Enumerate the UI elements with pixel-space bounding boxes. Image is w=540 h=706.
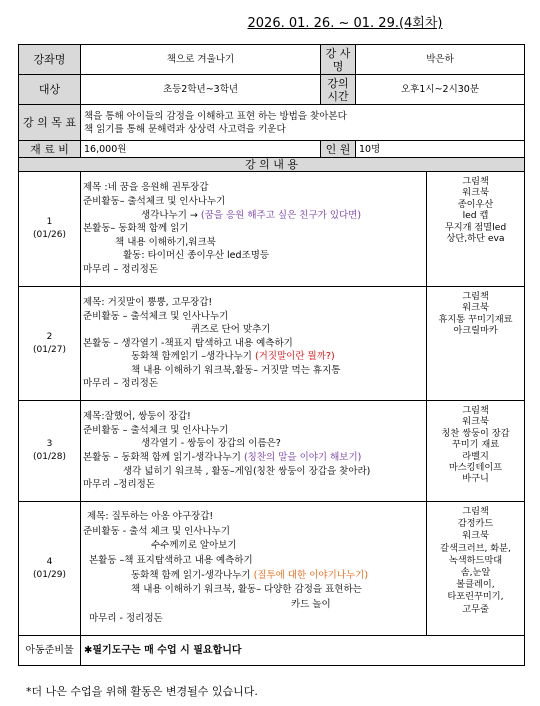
material-item: 워크북 — [462, 530, 489, 542]
material-item: 워크북 — [462, 416, 489, 428]
goal-label: 강 의 목 표 — [19, 105, 81, 141]
prep-row — [19, 636, 525, 666]
course-label: 강좌명 — [19, 45, 81, 75]
activity-text: 본활동 – 동화책 함께 읽기-생각나누기 — [83, 452, 244, 463]
activity-line — [83, 569, 424, 584]
activity-line: 준비활동 - 출석 체크 및 인사나누기 — [83, 525, 231, 537]
session-date: (01/27) — [33, 344, 66, 355]
instructor-label: 강 사 명 — [321, 45, 356, 75]
activity-line: 준비활동 – 출석체크 및 인사나누기 — [83, 424, 229, 436]
activity-line: 본활동 –책 표지탐색하고 내용 예측하기 — [89, 554, 253, 566]
activity-line: 마무리 - 정리정돈 — [89, 613, 163, 625]
material-item: 그림책 — [462, 405, 489, 416]
session-date: (01/29) — [33, 569, 66, 580]
activity-line: 준비활동 – 출석체크 및 인사나누기 — [83, 310, 229, 322]
session-row — [19, 502, 525, 636]
activity-highlight: (꿈을 응원 해주고 싶은 친구가 있다면) — [200, 209, 362, 221]
session-row — [19, 287, 525, 401]
material-item: 라벨지 — [462, 450, 489, 462]
material-item: led 캡 — [462, 210, 489, 222]
target-value: 초등2학년~3학년 — [81, 75, 321, 105]
activity-highlight: (거짓말이란 뭘까?) — [254, 351, 335, 363]
session-materials — [427, 401, 525, 502]
session-no: 1 — [46, 217, 53, 227]
course-row — [19, 45, 525, 75]
material-item: 종이우산 — [457, 198, 494, 210]
material-item: 고무줄 — [462, 603, 489, 615]
activity-line — [83, 209, 424, 223]
material-item: 워크북 — [462, 187, 489, 199]
material-item: 그림책 — [462, 291, 489, 302]
session-activities — [81, 172, 427, 287]
fee-value: 16,000원 — [81, 141, 321, 158]
material-item: 그림책 — [462, 176, 489, 187]
activity-line: 활동: 타이머신 종이우산 led조명등 — [123, 250, 270, 262]
activity-highlight: (질투에 대한 이야기나누기) — [253, 569, 369, 581]
activity-line: 생각열기 - 쌍둥이 장갑의 이름은? — [141, 438, 281, 450]
session-number — [19, 172, 81, 287]
activity-highlight: (칭찬의 말을 이야기 해보기) — [243, 452, 362, 463]
content-header-row — [19, 158, 525, 172]
activity-line: 퀴즈로 단어 맞추기 — [191, 324, 271, 336]
material-item: 감정카드 — [457, 518, 494, 530]
material-item: 녹색하드막대 — [448, 554, 503, 566]
material-item: 갈색크러브, 화분, — [440, 542, 511, 554]
capacity-value: 10명 — [356, 141, 525, 158]
activity-line: 생각 넓히기 워크북 , 활동–게임(칭찬 쌍둥이 장갑을 찾아라) — [123, 465, 371, 477]
session-title: 제목: 거짓말이 뿡뿡, 고무장갑! — [83, 296, 213, 308]
session-row — [19, 401, 525, 502]
date-range-header — [0, 12, 540, 31]
session-no: 4 — [46, 556, 53, 567]
session-date: (01/28) — [33, 452, 66, 462]
material-item: 무지개 점멸led — [444, 221, 507, 233]
time-label: 강의시간 — [321, 75, 356, 105]
session-title: 제목 :네 꿈을 응원해 권투장갑 — [83, 182, 209, 194]
activity-text: 동화책 함께읽기 –생각나누기 — [131, 351, 255, 363]
session-number — [19, 287, 81, 401]
session-title: 제목: 질투하는 아옹 야구장갑! — [87, 511, 214, 523]
activity-text: 동화책 함께 읽기-생각나누기 — [131, 569, 254, 581]
target-label: 대상 — [19, 75, 81, 105]
material-item: 꾸미기 재료 — [451, 439, 500, 451]
material-item: 아크릴마카 — [453, 325, 498, 337]
material-item: 칭찬 쌍둥이 장갑 — [441, 427, 510, 439]
activity-text: 생각나누기 → — [141, 209, 201, 221]
goal-value — [81, 105, 525, 141]
session-activities — [81, 502, 427, 636]
time-value: 오후1시~2시30분 — [356, 75, 525, 105]
session-activities — [81, 401, 427, 502]
session-activities — [81, 287, 427, 401]
session-title: 제목:잘했어, 쌍둥이 장갑! — [83, 411, 191, 423]
activity-line: 수수께끼로 알아보기 — [151, 540, 237, 552]
activity-line: 책 내용 이해하기,워크북 — [115, 236, 216, 248]
material-item: 워크북 — [462, 302, 489, 314]
activity-line: 책 내용 이해하기 워크북,활동– 거짓말 먹는 휴지통 — [131, 364, 341, 376]
prep-value: ✱필기도구는 매 수업 시 필요합니다 — [81, 636, 525, 666]
session-number — [19, 502, 81, 636]
activity-line: 마무리 – 정리정돈 — [83, 378, 159, 390]
goal-line-1: 책을 통해 아이들의 감정을 이해하고 표현 하는 방법을 찾아본다 — [84, 110, 347, 122]
activity-line: 본활동 – 생각열기 -책표지 탐색하고 내용 예측하기 — [83, 337, 293, 349]
activity-line: 본활동– 동화책 함께 읽기 — [83, 223, 189, 235]
instructor-value: 박은하 — [356, 45, 525, 75]
session-materials — [427, 172, 525, 287]
material-item: 그림책 — [462, 506, 489, 517]
session-number — [19, 401, 81, 502]
capacity-label: 인 원 — [321, 141, 356, 158]
goal-line-2: 책 읽기를 통해 문해력과 상상력 사고력을 키운다 — [84, 123, 286, 135]
activity-line: 준비활동– 출석체크 및 인사나누기 — [83, 196, 226, 208]
activity-line — [83, 350, 424, 364]
activity-line: 카드 놀이 — [291, 598, 331, 610]
activity-line: 마무리 – 정리정돈 — [83, 263, 159, 275]
material-item: 휴지통 꾸미기재료 — [438, 313, 513, 325]
lesson-plan-table — [18, 44, 525, 666]
fee-label: 재 료 비 — [19, 141, 81, 158]
material-item: 볼클레이, — [456, 579, 495, 591]
session-date: (01/26) — [33, 230, 66, 240]
session-materials — [427, 287, 525, 401]
content-header: 강 의 내 용 — [19, 158, 525, 172]
session-row — [19, 172, 525, 287]
activity-line: 마무리 –정리정돈 — [83, 479, 156, 491]
activity-line — [83, 451, 424, 465]
date-range: 2026. 01. 26. ~ 01. 29.(4회차) — [247, 16, 443, 31]
session-materials — [427, 502, 525, 636]
target-row — [19, 75, 525, 105]
fee-row — [19, 141, 525, 158]
activity-line: 책 내용 이해하기 워크북, 활동– 다양한 감정을 표현하는 — [131, 584, 362, 596]
material-item: 상단,하단 eva — [446, 233, 505, 245]
footnote: *더 나은 수업을 위해 활동은 변경될수 있습니다. — [26, 685, 258, 698]
course-value: 책으로 겨울나기 — [81, 45, 321, 75]
prep-label: 아동준비물 — [19, 636, 81, 666]
session-no: 3 — [46, 439, 53, 449]
material-item: 솜,눈알 — [460, 567, 491, 579]
material-item: 바구니 — [462, 473, 489, 485]
material-item: 타포린꾸미기, — [447, 591, 504, 603]
material-item: 마스킹테이프 — [448, 462, 503, 474]
session-no: 2 — [46, 331, 53, 342]
goal-row — [19, 105, 525, 141]
